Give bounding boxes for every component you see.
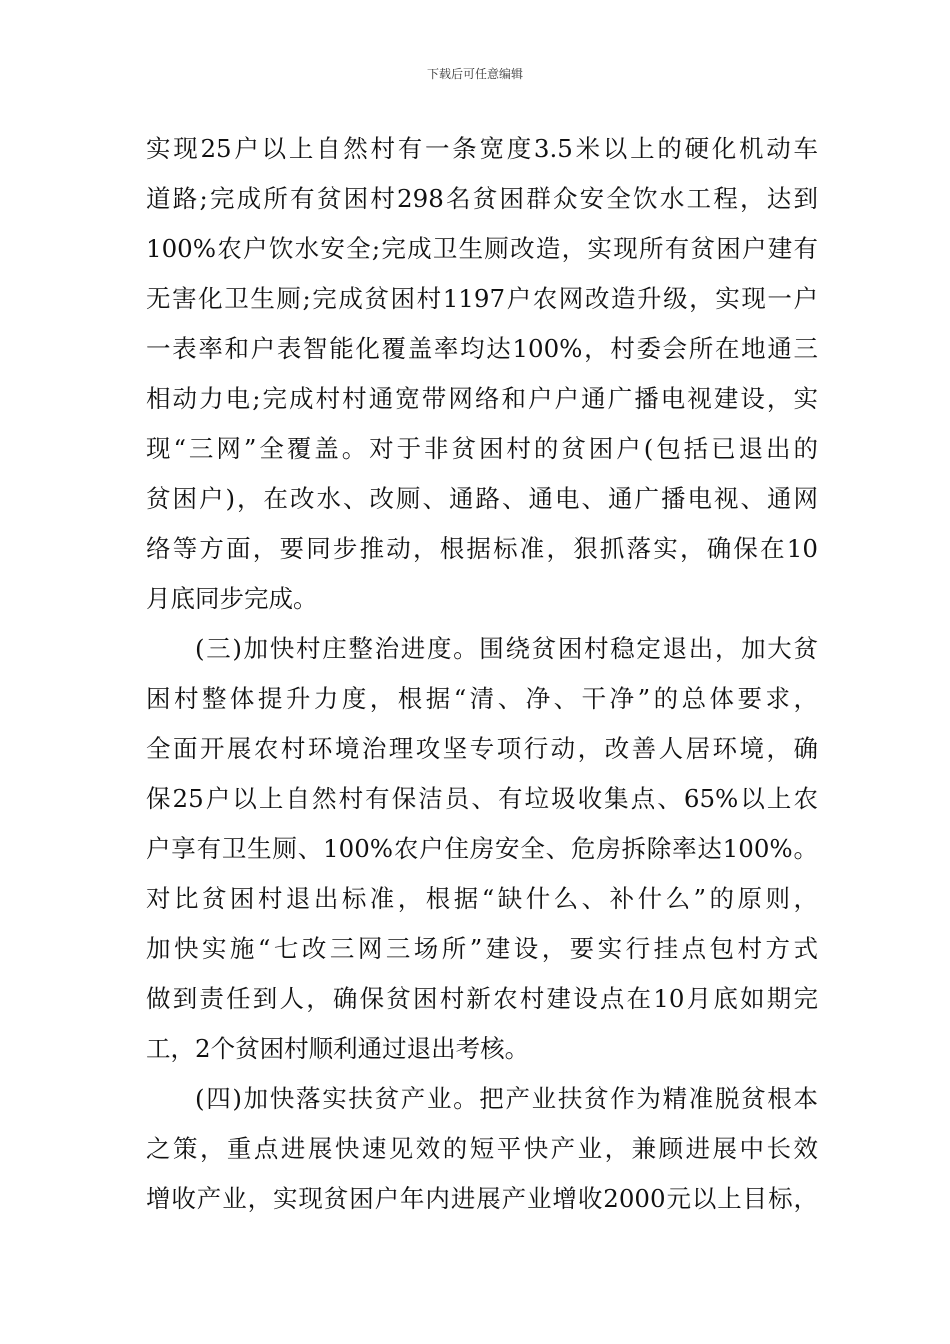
text-line: 贫困户)，在改水、改厕、通路、通电、通广播电视、通网 xyxy=(146,484,818,513)
text-line: 户享有卫生厕、100%农户住房安全、危房拆除率达100%。 xyxy=(146,834,818,863)
text-line: 保25户以上自然村有保洁员、有垃圾收集点、65%以上农 xyxy=(146,784,818,813)
text-line: 之策，重点进展快速见效的短平快产业，兼顾进展中长效 xyxy=(146,1134,818,1163)
text-line: 实现25户以上自然村有一条宽度3.5米以上的硬化机动车 xyxy=(146,134,818,163)
text-line: 相动力电;完成村村通宽带网络和户户通广播电视建设，实 xyxy=(146,384,818,413)
text-line: 络等方面，要同步推动，根据标准，狠抓落实，确保在10 xyxy=(146,534,818,563)
paragraph-heading-line: (四)加快落实扶贫产业。把产业扶贫作为精准脱贫根本 xyxy=(195,1084,818,1113)
document-body xyxy=(146,124,818,1224)
text-line: 工，2个贫困村顺利通过退出考核。 xyxy=(146,1034,530,1063)
text-line: 道路;完成所有贫困村298名贫困群众安全饮水工程，达到 xyxy=(146,184,818,213)
text-line: 无害化卫生厕;完成贫困村1197户农网改造升级，实现一户 xyxy=(146,284,818,313)
text-line: 100%农户饮水安全;完成卫生厕改造，实现所有贫困户建有 xyxy=(146,234,818,263)
text-line: 增收产业，实现贫困户年内进展产业增收2000元以上目标， xyxy=(146,1184,818,1213)
text-line: 月底同步完成。 xyxy=(146,584,318,613)
paragraph-heading-line: (三)加快村庄整治进度。围绕贫困村稳定退出，加大贫 xyxy=(195,634,818,663)
text-line: 加快实施“七改三网三场所”建设，要实行挂点包村方式 xyxy=(146,934,818,963)
text-line: 现“三网”全覆盖。对于非贫困村的贫困户(包括已退出的 xyxy=(146,434,818,463)
page-header-note: 下载后可任意编辑 xyxy=(426,67,523,81)
text-line: 一表率和户表智能化覆盖率均达100%，村委会所在地通三 xyxy=(146,334,818,363)
text-line: 困村整体提升力度，根据“清、净、干净”的总体要求， xyxy=(146,684,818,713)
text-line: 全面开展农村环境治理攻坚专项行动，改善人居环境，确 xyxy=(146,734,818,763)
text-line: 做到责任到人，确保贫困村新农村建设点在10月底如期完 xyxy=(146,984,818,1013)
text-line: 对比贫困村退出标准，根据“缺什么、补什么”的原则， xyxy=(146,884,818,913)
